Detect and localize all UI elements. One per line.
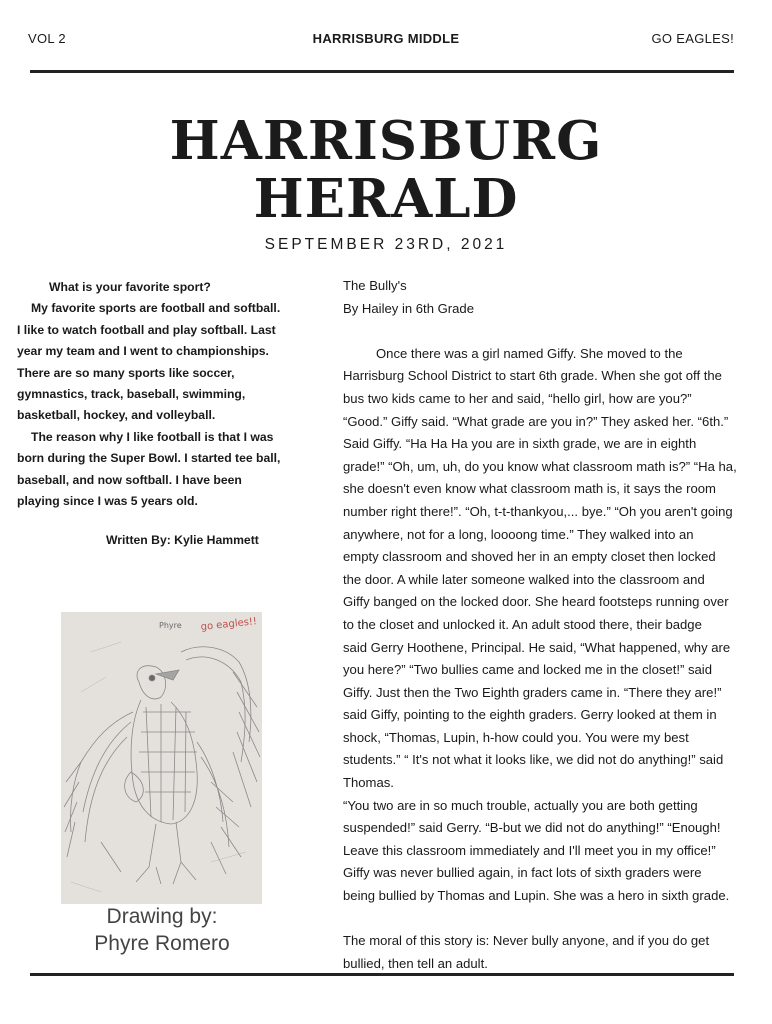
article-line: My favorite sports are football and softball. (31, 301, 281, 316)
story-title: The Bully's (343, 278, 407, 293)
story-line: students.” “ It's not what it looks like, we did not do anything!” said (343, 752, 724, 768)
story-line: said Gerry Hoothene, Principal. He said, “What happened, why are (343, 639, 731, 655)
story-line: to the closet and unlocked it. An adult stood there, their badge (343, 616, 702, 632)
caption-line-2: Phyre Romero (94, 932, 230, 955)
article-line: born during the Super Bowl. I started tee ball, (17, 451, 281, 466)
article-line: baseball, and now softball. I have been (17, 472, 242, 487)
bottom-divider (30, 973, 734, 976)
story-line: the door. A while later someone walked into the classroom and (343, 571, 705, 587)
story-line: you here?” “Two bullies came and locked me in the closet!” said (343, 662, 712, 678)
title-line-2: HERALD (253, 168, 519, 230)
sports-byline: Written By: Kylie Hammett (106, 533, 259, 547)
story-line: Giffy banged on the locked door. She heard footsteps running over (343, 594, 729, 610)
story-author: By Hailey in 6th Grade (343, 300, 475, 316)
story-moral: bullied, then tell an adult. (343, 955, 488, 971)
motto-label: GO EAGLES! (651, 31, 734, 46)
drawing-note: go eagles!! (200, 616, 258, 633)
article-line: year my team and I went to championships. (17, 344, 269, 359)
drawing-signature: Phyre (159, 621, 182, 630)
story-line: Giffy was never bullied again, in fact lots of sixth graders were (343, 865, 702, 881)
article-line: The reason why I like football is that I was (31, 429, 274, 444)
story-line: anywhere, not for a long, loooong time.” They walked into an (343, 526, 694, 542)
story-line: Said Giffy. “Ha Ha Ha you are in sixth grade, we are in eighth (343, 436, 697, 452)
story-line: Harrisburg School District to start 6th grade. When she got off the (343, 368, 722, 384)
story-line: “Good.” Giffy said. “What grade are you in?” They asked her. “6th.” (343, 413, 729, 429)
story-moral: The moral of this story is: Never bully anyone, and if you do get (343, 933, 710, 949)
newspaper-title (0, 112, 772, 228)
story-line: empty classroom and shoved her in an empty closet then locked (343, 549, 716, 565)
article-line: gymnastics, track, baseball, swimming, (17, 387, 246, 402)
story-line: Thomas. (343, 775, 394, 791)
story-line: grade!” “Oh, um, uh, do you know what classroom math is?” “Ha ha, (343, 458, 737, 474)
caption-line-1: Drawing by: (106, 905, 218, 928)
story-line: Leave this classroom immediately and I'll meet you in my office!” (343, 842, 716, 858)
article-line: playing since I was 5 years old. (17, 494, 198, 509)
sports-question: What is your favorite sport? (49, 280, 211, 294)
article-line: There are so many sports like soccer, (17, 365, 235, 380)
eagle-drawing (61, 612, 262, 904)
sports-article (17, 277, 307, 512)
eagle-sketch (61, 612, 262, 904)
volume-label: VOL 2 (28, 31, 66, 46)
story-article (343, 275, 772, 975)
story-line: Once there was a girl named Giffy. She moved to the (376, 345, 683, 361)
article-line: basketball, hockey, and volleyball. (17, 408, 216, 423)
story-line: shock, “Thomas, Lupin, h-how could you. You were my best (343, 729, 689, 745)
story-line: bus two kids came to her and said, “hello girl, how are you?” (343, 390, 692, 406)
story-line: she doesn't even know what classroom math is, it says the room (343, 481, 716, 497)
story-line: Giffy. Just then the Two Eighth graders came in. “There they are!” (343, 684, 722, 700)
title-line-1: HARRISBURG (169, 110, 603, 172)
spacer (343, 908, 772, 931)
story-line: suspended!” said Gerry. “B-but we did not do anything!” “Enough! (343, 820, 721, 836)
spacer (343, 320, 772, 343)
story-line: said Giffy, pointing to the eighth graders. Gerry looked at them in (343, 707, 717, 723)
story-line: “You two are in so much trouble, actually you are both getting (343, 797, 698, 813)
school-name: HARRISBURG MIDDLE (312, 31, 460, 46)
article-line: I like to watch football and play softball. Last (17, 322, 276, 337)
story-line: being bullied by Thomas and Lupin. She was a hero in sixth grade. (343, 888, 730, 904)
drawing-caption (62, 903, 262, 957)
top-divider (30, 70, 734, 73)
issue-date: SEPTEMBER 23RD, 2021 (264, 236, 508, 253)
story-line: number right there!”. “Oh, t-t-thankyou,... bye.” “Oh you aren't going (343, 503, 733, 519)
